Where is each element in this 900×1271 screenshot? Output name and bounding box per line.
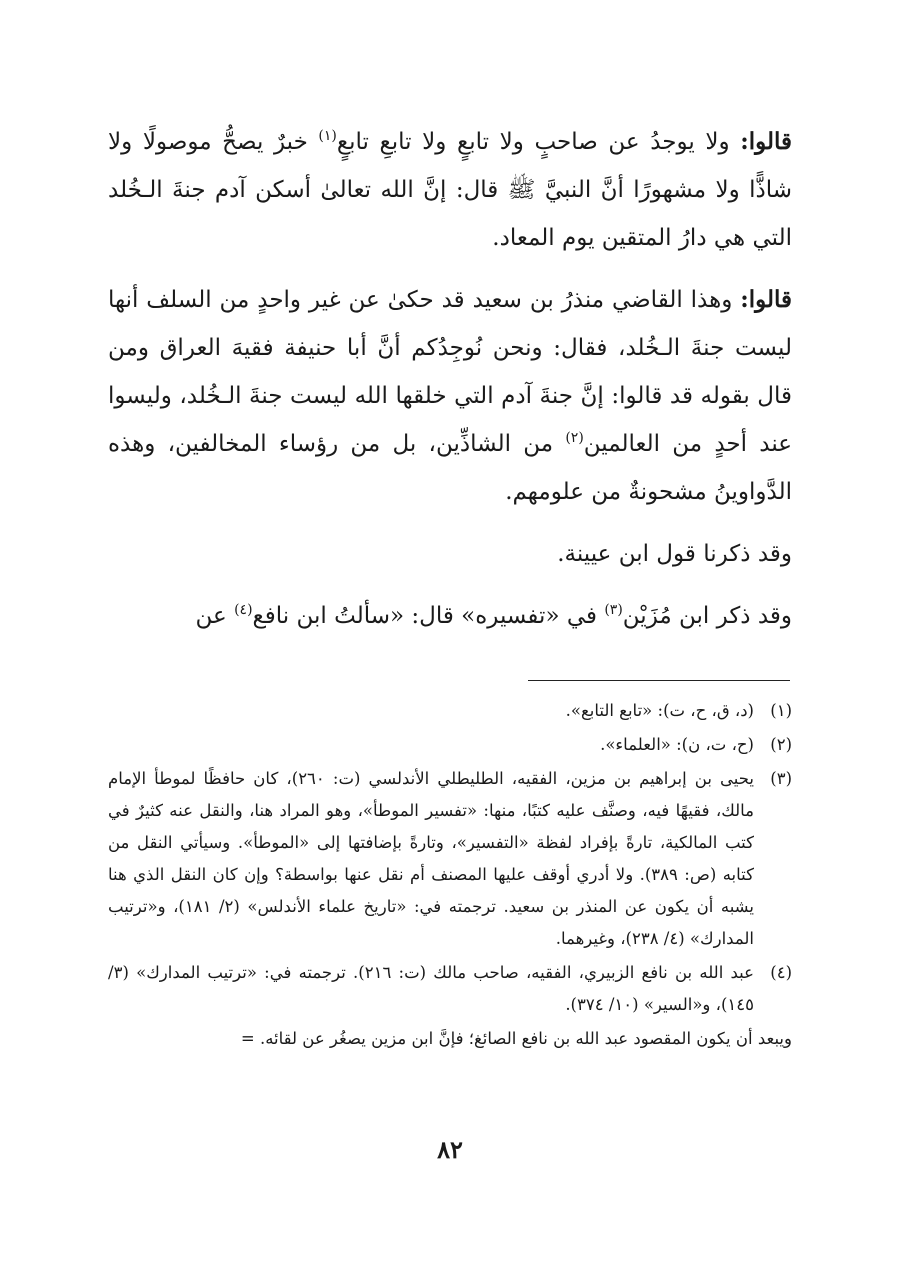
footnote-text: (د، ق، ح، ت): «تابع التابع». xyxy=(565,701,754,720)
paragraph-lead: قالوا: xyxy=(740,128,792,155)
paragraph-2 xyxy=(108,276,792,516)
paragraph-4 xyxy=(108,592,792,640)
paragraph-text: وقد ذكر ابن مُزَيْن xyxy=(622,603,792,629)
footnote-text: (ح، ت، ن): «العلماء». xyxy=(600,735,754,754)
paragraph-text: خبرٌ يصحُّ موصولًا ولا شاذًّا ولا مشهورًا أنَّ النبيَّ ﷺ قال: إنَّ الله تعالىٰ أسكن آدم جنةَ الـخُلد التي هي دارُ المتقين يوم المعاد. xyxy=(108,129,792,251)
paragraph-text: في «تفسيره» قال: «سألتُ ابن نافع xyxy=(252,603,605,629)
footnote-text: يحيى بن إبراهيم بن مزين، الفقيه، الطليطلي الأندلسي (ت: ٢٦٠)، كان حافظًا لموطأ الإمام مالك، فقيهًا فيه، وصنَّف عليه كتبًا، منها: «تفسير الموطأ»، وهو المراد هنا، والنقل عنه كثيرٌ في كتب المالكية، تارةً بإفراد لفظة «التفسير»، وتارةً بإضافتها إلى «الموطأ». وسيأتي النقل من كتابه (ص: ٣٨٩). ولا أدري أوقف عليها المصنف أم نقل عنها بواسطة؟ وإن كان النقل الذي هنا يشبه أن يكون عن المنذر بن سعيد. ترجمته في: «تاريخ علماء الأندلس» (٢/ ١٨١)، و«ترتيب المدارك» (٤/ ٢٣٨)، وغيرهما. xyxy=(108,769,754,948)
paragraph-lead: قالوا: xyxy=(740,286,792,313)
paragraph-3 xyxy=(108,530,792,578)
footnote-2 xyxy=(108,729,792,761)
footnote-3 xyxy=(108,763,792,955)
footnote-number: (٢) xyxy=(770,735,792,754)
footnote-ref[interactable]: (٢) xyxy=(565,430,584,446)
paragraph-text: من الشاذِّين، بل من رؤساء المخالفين، وهذه الدَّواوينُ مشحونةٌ من علومهم. xyxy=(108,431,792,505)
paragraph-text: عن xyxy=(195,603,235,629)
footnote-divider xyxy=(528,680,790,681)
paragraph-text: وهذا القاضي منذرُ بن سعيد قد حكىٰ عن غير واحدٍ من السلف أنها ليست جنةَ الـخُلد، فقال: ونحن نُوجِدُكم أنَّ أبا حنيفة فقيهَ العراق ومن قال بقوله قد قالوا: إنَّ جنةَ آدم التي خلقها الله ليست جنةَ الـخُلد، وليسوا عند أحدٍ من العالمين xyxy=(108,287,792,457)
footnote-ref[interactable]: (٣) xyxy=(604,602,623,618)
paragraph-1 xyxy=(108,118,792,262)
footnote-ref[interactable]: (٤) xyxy=(234,602,253,618)
footnote-4 xyxy=(108,957,792,1021)
page-number: ٨٢ xyxy=(437,1135,463,1164)
footnote-ref[interactable]: (١) xyxy=(318,128,337,144)
footnote-text: عبد الله بن نافع الزبيري، الفقيه، صاحب مالك (ت: ٢١٦). ترجمته في: «ترتيب المدارك» (٣/ ١٤٥)، و«السير» (١٠/ ٣٧٤). xyxy=(108,963,754,1014)
footnote-1 xyxy=(108,695,792,727)
footnote-number: (١) xyxy=(770,701,792,720)
paragraph-text: ولا يوجدُ عن صاحبٍ ولا تابعٍ ولا تابعِ تابعٍ xyxy=(336,129,741,155)
paragraph-text: وقد ذكرنا قول ابن عيينة. xyxy=(557,541,792,567)
footnote-number: (٣) xyxy=(770,769,792,788)
footnote-continuation: ويبعد أن يكون المقصود عبد الله بن نافع الصائغ؛ فإنَّ ابن مزين يصغُر عن لقائه. = xyxy=(240,1029,792,1048)
footnote-number: (٤) xyxy=(770,963,792,982)
page-body xyxy=(108,118,792,1055)
